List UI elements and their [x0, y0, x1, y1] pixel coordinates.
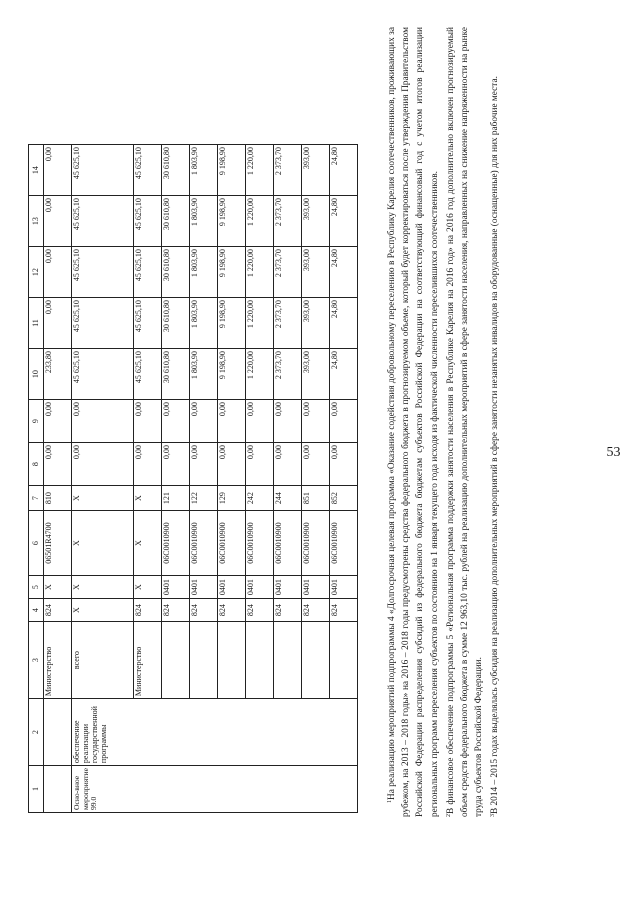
header-cell: 13 — [29, 196, 44, 247]
footnote-1: $^1$На реализацию мероприятий подпрограммы 4 «Долгосрочная целевая программа «Оказание содействия добровольному переселению в Республику Карелия соотечественников, проживающих за рубежом, на 2013 – 2018 годы» на 2016 – 2018 годы предусмотрены средства федерального бюджета в прогнозируемом объеме, который будет корректироваться после утверждения Правительством Российской Федерации распределения субсидий из федерального бюджета бюджетам субъектов Российской Федерации на соответствующий финансовый год с учетом итогов реализации региональных программ переселения субъектов по состоянию на 1 января текущего года исходя из фактической численности переселившихся соотечественников. — [387, 27, 440, 817]
table-row: Министерство 824 X X X 0,00 0,00 45 625,10 45 625,10 45 625,10 45 625,10 45 625,10 — [134, 145, 162, 813]
header-cell: 6 — [29, 511, 44, 576]
header-cell: 3 — [29, 622, 44, 699]
header-cell: 4 — [29, 599, 44, 622]
table-row: Осно-вное мероприятие 99.0 обеспечение реализации государственной программы всего X X X X 0,00 0,00 45 625,10 45 625,10 45 625,10 45 625,10 45 625,10 — [72, 145, 134, 813]
header-cell: 10 — [29, 349, 44, 400]
header-cell: 12 — [29, 247, 44, 298]
total-cell: всего — [72, 622, 134, 699]
header-cell: 7 — [29, 486, 44, 511]
footnote-2: $^2$В финансовое обеспечение подпрограммы 5 «Региональная программа поддержки занятости населения в Республике Карелия на 2016 год» на 2016 год дополнительно включен прогнозируемый объем средств федерального бюджета в сумме 12 963,10 тыс. рублей на реализацию дополнительных мероприятий в сфере занятости населения, направленных на снижение напряженности на рынке труда субъектов Российской Федерации. — [445, 27, 485, 817]
page-number: 53 — [606, 445, 621, 460]
main-event-cell: Осно-вное мероприятие 99.0 — [72, 766, 358, 813]
table-row: 824 0401 06С0010900 244 0,00 0,00 2 373,70 2 373,70 2 373,70 2 373,70 2 373,70 — [274, 145, 302, 813]
table-row: 824 0401 06С0010900 122 0,00 0,00 1 803,90 1 803,90 1 803,90 1 803,90 1 803,90 — [190, 145, 218, 813]
footnote-3: $^3$В 2014 – 2015 годах выделялась субсидия на реализацию дополнительных мероприятий в сфере занятости незанятых инвалидов на оборудованные (оснащенные) для них рабочие места. — [490, 76, 501, 817]
table-header-row — [29, 145, 44, 813]
header-cell: 5 — [29, 576, 44, 599]
table-row: Министерство 824 X 06501R4700 810 0,00 0,00 233,80 0,00 0,00 0,00 0,00 — [44, 145, 72, 813]
ministry-cell: Министерство — [44, 622, 72, 699]
ministry-cell: Министерство — [134, 622, 162, 699]
description-cell: обеспечение реализации государственной программы — [72, 699, 358, 766]
table-row: 824 0401 06С0010900 129 0,00 0,00 9 198,90 9 198,90 9 198,90 9 198,90 9 198,90 — [218, 145, 246, 813]
budget-table — [28, 144, 358, 813]
footnotes — [383, 27, 503, 817]
table-row: 824 0401 06С0010900 852 0,00 0,00 24,80 24,80 24,80 24,80 24,80 — [330, 145, 358, 813]
header-cell: 9 — [29, 400, 44, 443]
table-row: 824 0401 06С0010900 242 0,00 0,00 1 220,00 1 220,00 1 220,00 1 220,00 1 220,00 — [246, 145, 274, 813]
header-cell: 8 — [29, 443, 44, 486]
table-row: 824 0401 06С0010900 121 0,00 0,00 30 610,80 30 610,80 30 610,80 30 610,80 30 610,80 — [162, 145, 190, 813]
header-cell: 1 — [29, 766, 44, 813]
table-row: 824 0401 06С0010900 851 0,00 0,00 393,00 393,00 393,00 393,00 393,00 — [302, 145, 330, 813]
header-cell: 11 — [29, 298, 44, 349]
header-cell: 2 — [29, 699, 44, 766]
header-cell: 14 — [29, 145, 44, 196]
